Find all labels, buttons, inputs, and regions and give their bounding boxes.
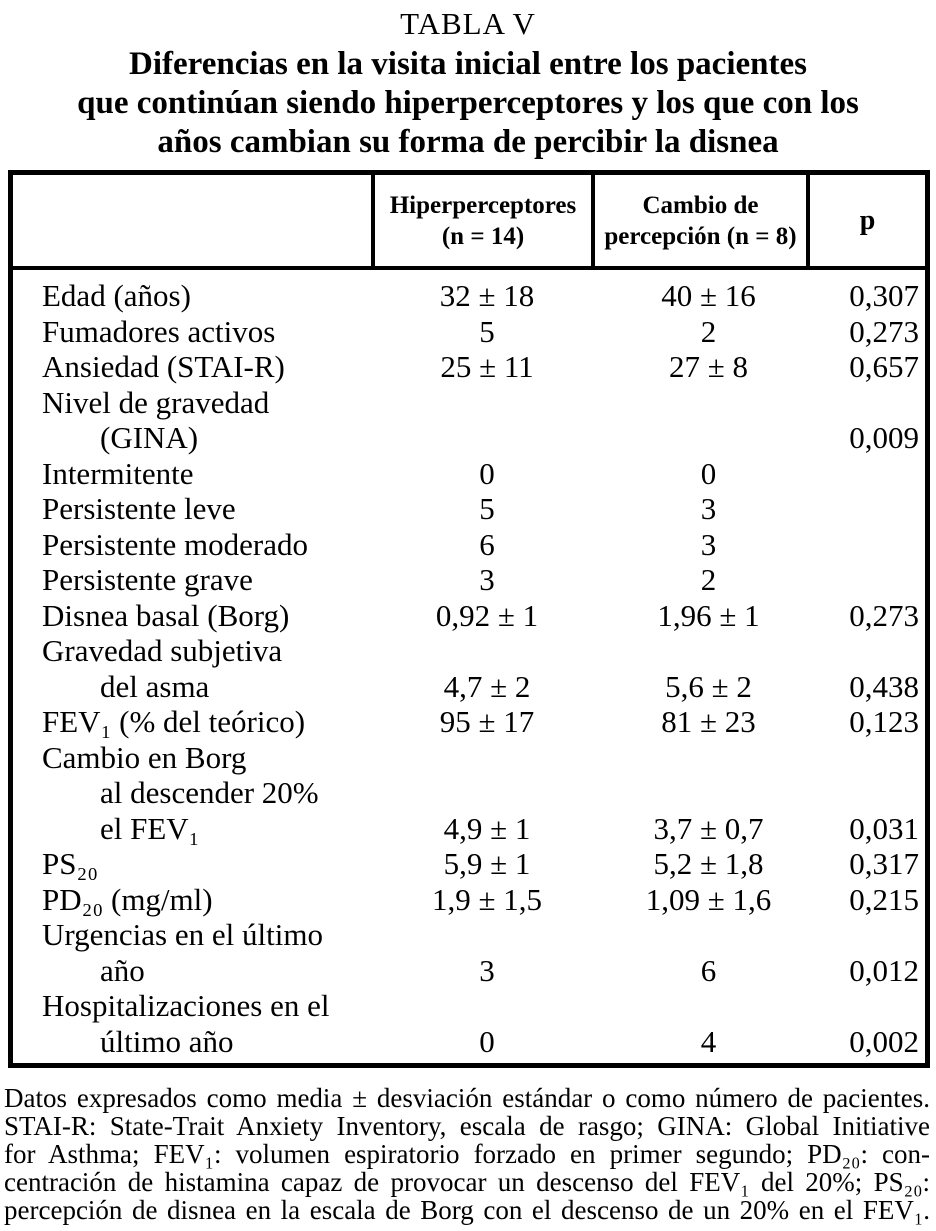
value-hiperperceptores [375,775,599,811]
value-cambio-de-percepcion [599,988,818,1024]
table-row [13,1024,925,1060]
header-cell-empty [13,175,371,266]
value-cambio-de-percepcion: 0 [700,455,717,491]
value-cambio-de-percepcion [599,917,818,953]
row-label: Nivel de gravedad [42,384,270,420]
value-cambio-de-percepcion: 2 [700,313,717,349]
table-header-row [13,175,925,270]
row-label: PD₂₀ (mg/ml) [42,881,213,917]
value-cambio-de-percepcion: 40 ± 16 [661,278,756,313]
value-hiperperceptores: 4,7 ± 2 [443,668,531,704]
header-cell-cambio-de-percepcion [591,175,806,266]
table-row [13,917,925,953]
table-body [13,270,925,1063]
value-hiperperceptores: 0 [479,455,495,491]
row-label: Cambio en Borg [42,739,247,775]
row-label: año [100,952,145,988]
footnote-line: for Asthma; FEV₁: volumen espiratorio forzado en primer segundo; PD₂₀: con- [4,1139,930,1169]
p-value: 0,012 [849,952,919,988]
value-hiperperceptores [375,740,599,776]
value-hiperperceptores: 6 [479,526,495,562]
table-row [13,491,925,527]
value-hiperperceptores: 5,9 ± 1 [443,846,531,881]
table-row [13,704,925,740]
value-cambio-de-percepcion: 5,2 ± 1,8 [653,846,764,881]
value-cambio-de-percepcion: 1,96 ± 1 [657,597,760,633]
table-subtitle [0,45,936,162]
row-label: PS₂₀ [42,846,99,881]
table-row [13,527,925,563]
value-hiperperceptores: 5 [479,491,495,526]
p-value: 0,438 [849,668,919,704]
p-value [818,917,925,953]
header-cell-hiperperceptores [371,175,591,266]
p-value [818,740,925,776]
value-cambio-de-percepcion: 4 [700,1023,717,1059]
p-value [818,385,925,421]
p-value: 0,317 [849,846,919,881]
row-label: Hospitalizaciones en el [42,988,330,1023]
row-label: el FEV₁ [100,810,200,846]
table-row [13,598,925,634]
row-label: Urgencias en el último [42,917,323,952]
value-hiperperceptores: 5 [479,313,495,349]
value-hiperperceptores: 95 ± 17 [439,704,535,739]
table-row [13,669,925,705]
value-hiperperceptores: 4,9 ± 1 [443,810,531,846]
p-value: 0,002 [849,1023,919,1059]
p-value [818,775,925,811]
table-row [13,775,925,811]
value-cambio-de-percepcion [599,740,818,776]
table-row [13,420,925,456]
value-hiperperceptores [375,988,599,1024]
p-value: 0,215 [849,881,919,917]
value-cambio-de-percepcion: 2 [700,562,717,597]
value-cambio-de-percepcion: 6 [700,952,717,988]
value-hiperperceptores: 3 [479,952,495,988]
value-hiperperceptores [375,385,599,421]
value-hiperperceptores [375,917,599,953]
p-value: 0,273 [849,313,919,349]
value-cambio-de-percepcion: 27 ± 8 [668,349,748,384]
table-row [13,811,925,847]
row-label: Ansiedad (STAI-R) [42,349,285,384]
subtitle-line: Diferencias en la visita inicial entre los pacientes [129,46,807,82]
footnote-line: centración de histamina capaz de provocar un descenso del FEV₁ del 20%; PS₂₀: [4,1167,930,1197]
header-line: percepción (n = 8) [604,222,797,250]
value-cambio-de-percepcion: 3,7 ± 0,7 [653,810,764,846]
p-value: 0,009 [849,420,919,455]
value-hiperperceptores: 25 ± 11 [440,349,534,384]
data-table [8,170,930,1068]
value-cambio-de-percepcion: 81 ± 23 [661,704,756,739]
row-label: Persistente grave [42,562,253,597]
header-cell-p: p [806,175,925,266]
p-value: 0,657 [849,349,919,384]
row-label: Disnea basal (Borg) [42,597,290,633]
table-row [13,349,925,385]
value-hiperperceptores: 3 [479,562,495,597]
table-row [13,846,925,882]
value-cambio-de-percepcion: 3 [700,526,717,562]
table-row [13,740,925,776]
value-cambio-de-percepcion: 5,6 ± 2 [665,668,752,704]
p-value [818,527,925,563]
subtitle-line: que continúan siendo hiperperceptores y los que con los [77,85,859,121]
table-row [13,278,925,314]
value-cambio-de-percepcion: 3 [700,491,717,526]
value-hiperperceptores [375,420,599,456]
p-value [818,633,925,669]
row-label: (GINA) [100,420,199,455]
value-cambio-de-percepcion [599,420,818,456]
p-value: 0,307 [849,278,919,313]
value-hiperperceptores [375,633,599,669]
table-row [13,633,925,669]
table-row [13,882,925,918]
p-value [818,562,925,598]
table-row [13,456,925,492]
row-label: FEV₁ (% del teórico) [42,704,306,739]
table-row [13,562,925,598]
row-label: Persistente moderado [42,526,309,562]
table-row [13,988,925,1024]
table-row [13,953,925,989]
p-value: 0,123 [849,704,919,739]
header-line: (n = 14) [441,222,525,250]
row-label: Persistente leve [42,491,236,526]
value-cambio-de-percepcion [599,775,818,811]
subtitle-line: años cambian su forma de percibir la disnea [157,124,779,160]
table-row [13,385,925,421]
p-value: 0,273 [849,597,919,633]
p-value [818,491,925,527]
value-hiperperceptores: 0,92 ± 1 [435,597,539,633]
row-label: Gravedad subjetiva [42,633,283,668]
row-label: último año [100,1023,234,1059]
value-cambio-de-percepcion [599,633,818,669]
p-value [818,988,925,1024]
footnote-line: percepción de disnea en la escala de Borg con el descenso de un 20% en el FEV₁. [4,1195,930,1225]
table-footnote [4,1084,930,1224]
footnote-line: Datos expresados como media ± desviación estándar o como número de pacientes. [4,1083,930,1113]
row-label: Fumadores activos [42,313,276,349]
footnote-line: STAI-R: State-Trait Anxiety Inventory, escala de rasgo; GINA: Global Initiative [4,1111,930,1141]
p-value: 0,031 [849,810,919,846]
table-title: TABLA V [400,6,536,41]
value-cambio-de-percepcion [599,385,818,421]
table-row [13,314,925,350]
row-label: al descender 20% [100,775,319,810]
value-hiperperceptores: 0 [479,1023,495,1059]
value-hiperperceptores: 1,9 ± 1,5 [431,881,542,917]
row-label: del asma [100,668,210,704]
row-label: Edad (años) [42,278,191,313]
header-line: Hiperperceptores [389,191,577,219]
p-value [818,456,925,492]
header-line: Cambio de [642,191,759,219]
value-hiperperceptores: 32 ± 18 [439,278,535,313]
value-cambio-de-percepcion: 1,09 ± 1,6 [645,881,772,917]
row-label: Intermitente [42,455,194,491]
